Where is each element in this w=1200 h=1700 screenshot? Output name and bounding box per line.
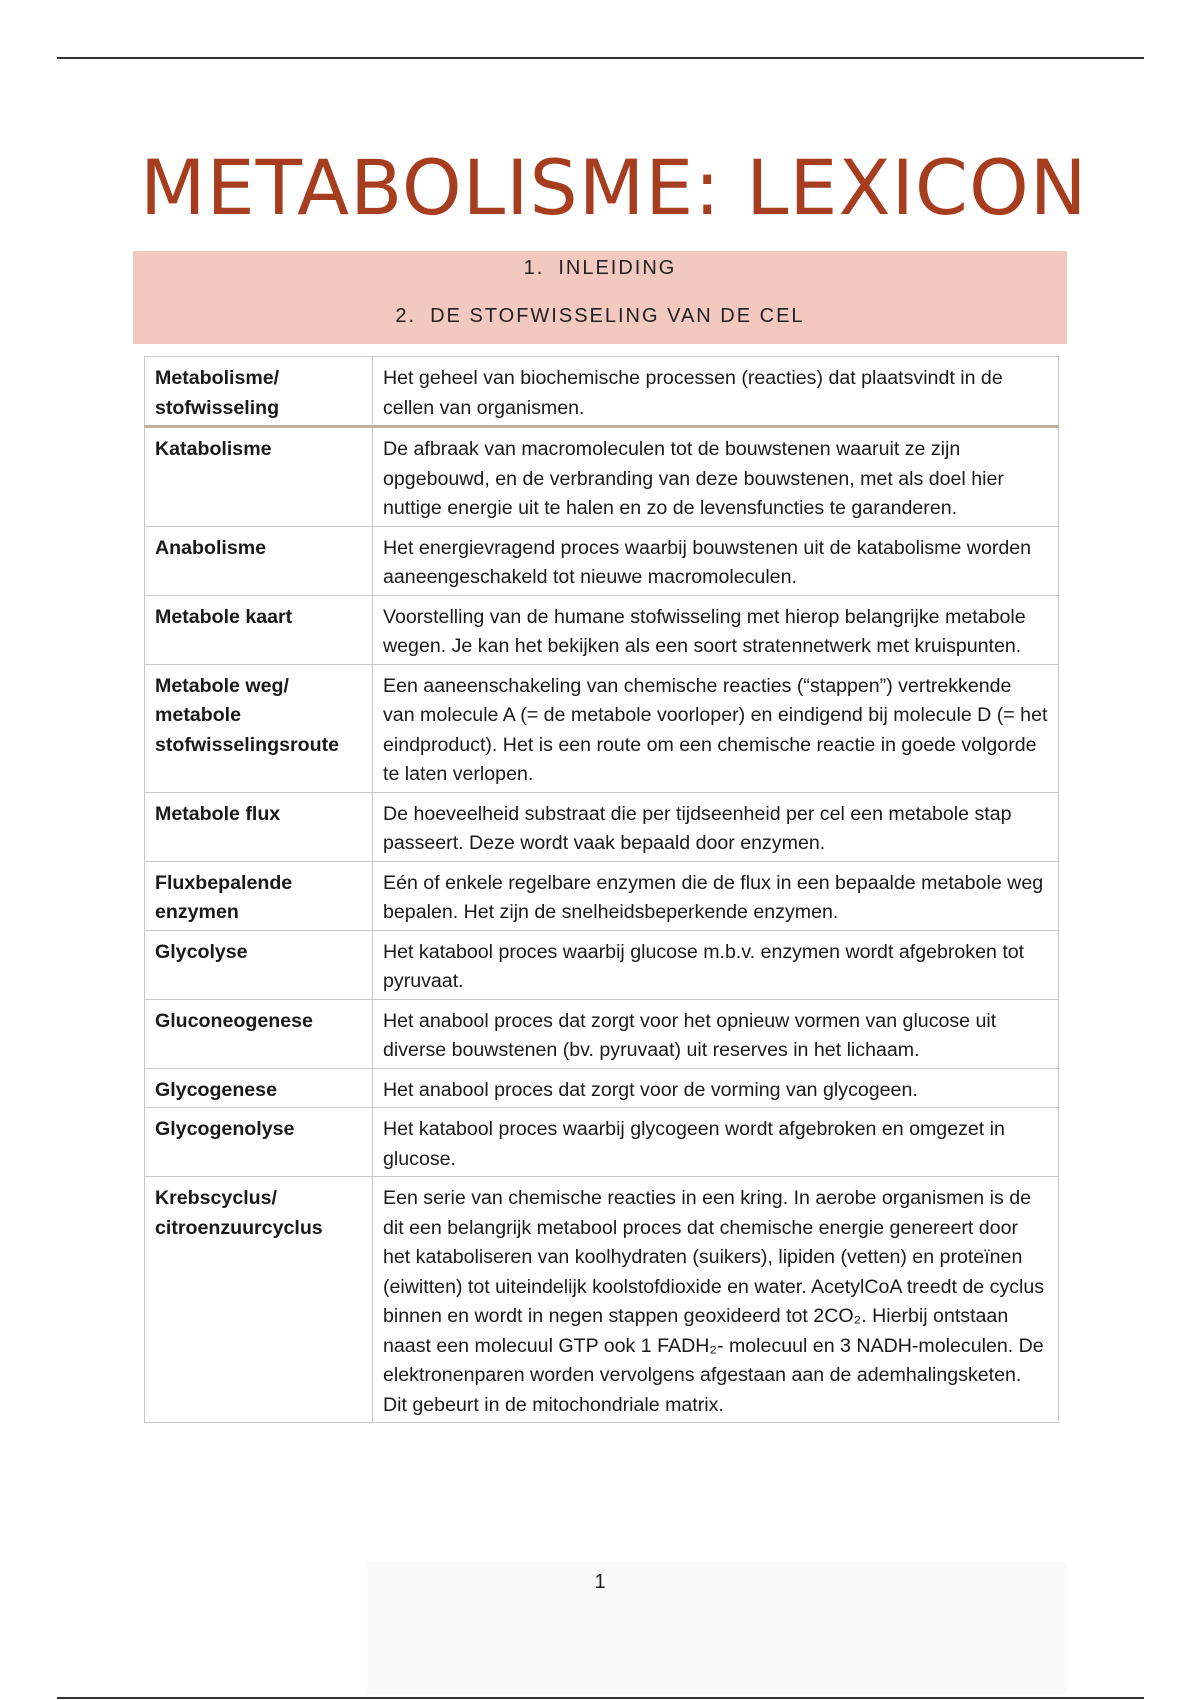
table-row (145, 427, 1059, 527)
definition-cell: Voorstelling van de humane stofwisseling met hierop belangrijke metabole wegen. Je kan het bekijken als een soort stratennetwerk met kruispunten. (373, 595, 1059, 664)
table-row (145, 1068, 1059, 1108)
definition-cell: Het anabool proces dat zorgt voor het opnieuw vormen van glucose uit diverse bouwstenen (bv. pyruvaat) uit reserves in het lichaam. (373, 999, 1059, 1068)
term-cell: Anabolisme (145, 526, 373, 595)
term-cell: Glycogenolyse (145, 1108, 373, 1177)
table-row (145, 664, 1059, 792)
definition-cell: De hoeveelheid substraat die per tijdseenheid per cel een metabole stap passeert. Deze wordt vaak bepaald door enzymen. (373, 792, 1059, 861)
section-heading-stofwisseling (0, 305, 1200, 328)
term-cell: Katabolisme (145, 427, 373, 527)
term-cell: Gluconeogenese (145, 999, 373, 1068)
term-cell: Glycogenese (145, 1068, 373, 1108)
definition-cell: De afbraak van macromoleculen tot de bouwstenen waaruit ze zijn opgebouwd, en de verbranding van deze bouwstenen, met als doel hier nuttige energie uit te halen en zo de levensfuncties te garanderen. (373, 427, 1059, 527)
section-number: 1. (523, 257, 545, 279)
definition-cell: Het katabool proces waarbij glycogeen wordt afgebroken en omgezet in glucose. (373, 1108, 1059, 1177)
lexicon-table (144, 356, 1059, 1423)
definition-cell: Het energievragend proces waarbij bouwstenen uit de katabolisme worden aaneengeschakeld tot nieuwe macromoleculen. (373, 526, 1059, 595)
page-title: METABOLISME: LEXICON (140, 143, 1088, 232)
table-row (145, 999, 1059, 1068)
definition-cell: Een aaneenschakeling van chemische reacties (“stappen”) vertrekkende van molecule A (= de metabole voorloper) en eindigend bij molecule D (= het eindproduct). Het is een route om een chemische reactie in goede volgorde te laten verlopen. (373, 664, 1059, 792)
term-cell: Fluxbepalende enzymen (145, 861, 373, 930)
table-row (145, 357, 1059, 427)
table-row (145, 1177, 1059, 1423)
term-cell: Metabole weg/ metabole stofwisselingsroute (145, 664, 373, 792)
term-cell: Metabole kaart (145, 595, 373, 664)
table-row (145, 792, 1059, 861)
bottom-rule (57, 1697, 1144, 1699)
term-cell: Krebscyclus/ citroenzuurcyclus (145, 1177, 373, 1423)
term-cell: Glycolyse (145, 930, 373, 999)
table-row (145, 930, 1059, 999)
table-row (145, 861, 1059, 930)
top-rule (57, 57, 1144, 59)
definition-cell: Eén of enkele regelbare enzymen die de flux in een bepaalde metabole weg bepalen. Het zijn de snelheidsbeperkende enzymen. (373, 861, 1059, 930)
table-row (145, 595, 1059, 664)
term-cell: Metabolisme/ stofwisseling (145, 357, 373, 427)
term-cell: Metabole flux (145, 792, 373, 861)
definition-cell: Het geheel van biochemische processen (reacties) dat plaatsvindt in de cellen van organismen. (373, 357, 1059, 427)
section-label: DE STOFWISSELING VAN DE CEL (430, 305, 805, 327)
definition-cell: Een serie van chemische reacties in een kring. In aerobe organismen is de dit een belangrijk metabool proces dat chemische energie genereert door het kataboliseren van koolhydraten (suikers), lipiden (vetten) en proteïnen (eiwitten) tot uiteindelijk koolstofdioxide en water. AcetylCoA treedt de cyclus binnen en wordt in negen stappen geoxideerd tot 2CO₂. Hierbij ontstaan naast een molecuul GTP ook 1 FADH₂- molecuul en 3 NADH-moleculen. De elektronenparen worden vervolgens afgestaan aan de ademhalingsketen. Dit gebeurt in de mitochondriale matrix. (373, 1177, 1059, 1423)
section-label: INLEIDING (558, 257, 677, 279)
table-row (145, 1108, 1059, 1177)
definition-cell: Het anabool proces dat zorgt voor de vorming van glycogeen. (373, 1068, 1059, 1108)
section-number: 2. (395, 305, 417, 327)
section-heading-inleiding (0, 257, 1200, 280)
definition-cell: Het katabool proces waarbij glucose m.b.v. enzymen wordt afgebroken tot pyruvaat. (373, 930, 1059, 999)
table-row (145, 526, 1059, 595)
page-number: 1 (594, 1571, 606, 1593)
